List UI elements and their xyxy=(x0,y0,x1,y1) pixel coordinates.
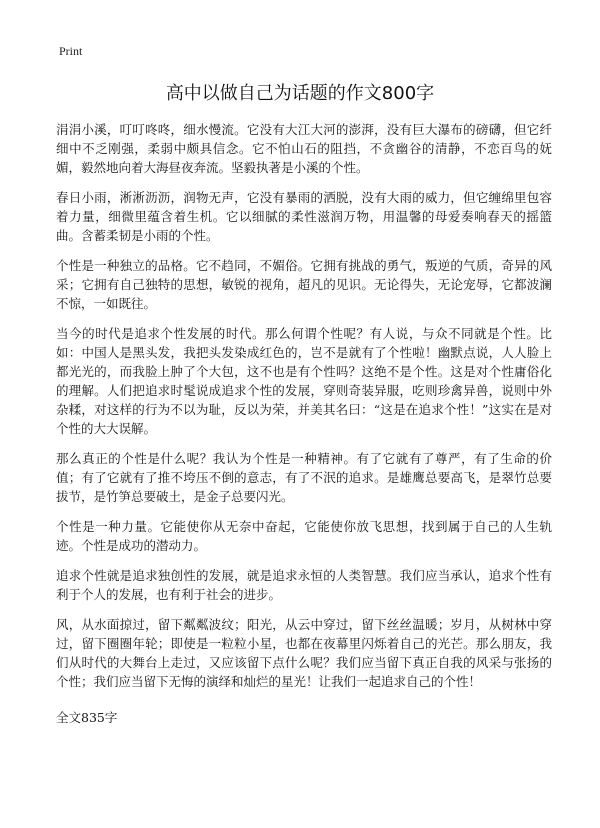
paragraph: 当今的时代是追求个性发展的时代。那么何谓个性呢？有人说，与众不同就是个性。比如：中国人是黑头发，我把头发染成红色的，岂不是就有了个性啦！幽默点说，人人脸上都光光的，而我脸上肿了个大包，这不也是有个性吗？这绝不是个性。这是对个性庸俗化的理解。人们把追求时髦说成追求个性的发展，穿则奇装异服，吃则珍禽异兽，说则中外杂糅，对这样的行为不以为耻，反以为荣，并美其名曰：“这是在追求个性！”这实在是对个性的大大误解。 xyxy=(56,326,552,436)
paragraph: 风，从水面掠过，留下粼粼波纹；阳光，从云中穿过，留下丝丝温暖；岁月，从树林中穿过，留下圈圈年轮；即使是一粒粒小星，也都在夜幕里闪烁着自己的光芒。那么朋友，我们从时代的大舞台上走过，又应该留下点什么呢？我们应当留下真正自我的风采与张扬的个性；我们应当留下无悔的演绎和灿烂的星光！让我们一起追求自己的个性！ xyxy=(56,617,552,689)
paragraph: 那么真正的个性是什么呢？我认为个性是一种精神。有了它就有了尊严，有了生命的价值；有了它就有了推不垮压不倒的意志，有了不泯的追求。是雄鹰总要高飞，是翠竹总要拔节，是竹笋总要破土，是金子总要闪光。 xyxy=(56,451,552,504)
paragraph: 涓涓小溪，叮叮咚咚，细水慢流。它没有大江大河的澎湃，没有巨大瀑布的磅礴，但它纤细中不乏刚强，柔弱中颇具信念。它不怕山石的阻挡，不贪幽谷的清静，不恋百鸟的妩媚，毅然地向着大海昼夜奔流。坚毅执著是小溪的个性。 xyxy=(56,122,552,175)
print-link[interactable]: Print xyxy=(59,44,83,58)
paragraph: 春日小雨，淅淅沥沥，润物无声，它没有暴雨的洒脱，没有大雨的威力，但它缠绵里包容着力量，细微里蕴含着生机。它以细腻的柔性滋润万物，用温馨的母爱奏响春天的摇篮曲。含蓄柔韧是小雨的个性。 xyxy=(56,190,552,243)
article-body xyxy=(56,120,552,702)
paragraph: 追求个性就是追求独创性的发展，就是追求永恒的人类智慧。我们应当承认，追求个性有利于个人的发展，也有利于社会的进步。 xyxy=(56,568,552,602)
paragraph: 个性是一种力量。它能使你从无奈中奋起，它能使你放飞思想，找到属于自己的人生轨迹。个性是成功的潜动力。 xyxy=(56,519,552,553)
word-count: 全文835字 xyxy=(56,710,118,725)
page-title: 高中以做自己为话题的作文800字 xyxy=(165,83,435,104)
paragraph: 个性是一种独立的品格。它不趋同，不媚俗。它拥有挑战的勇气，叛逆的气质，奇异的风采；它拥有自己独特的思想，敏锐的视角，超凡的见识。无论得失，无论宠辱，它都波澜不惊，一如既往。 xyxy=(56,258,552,311)
